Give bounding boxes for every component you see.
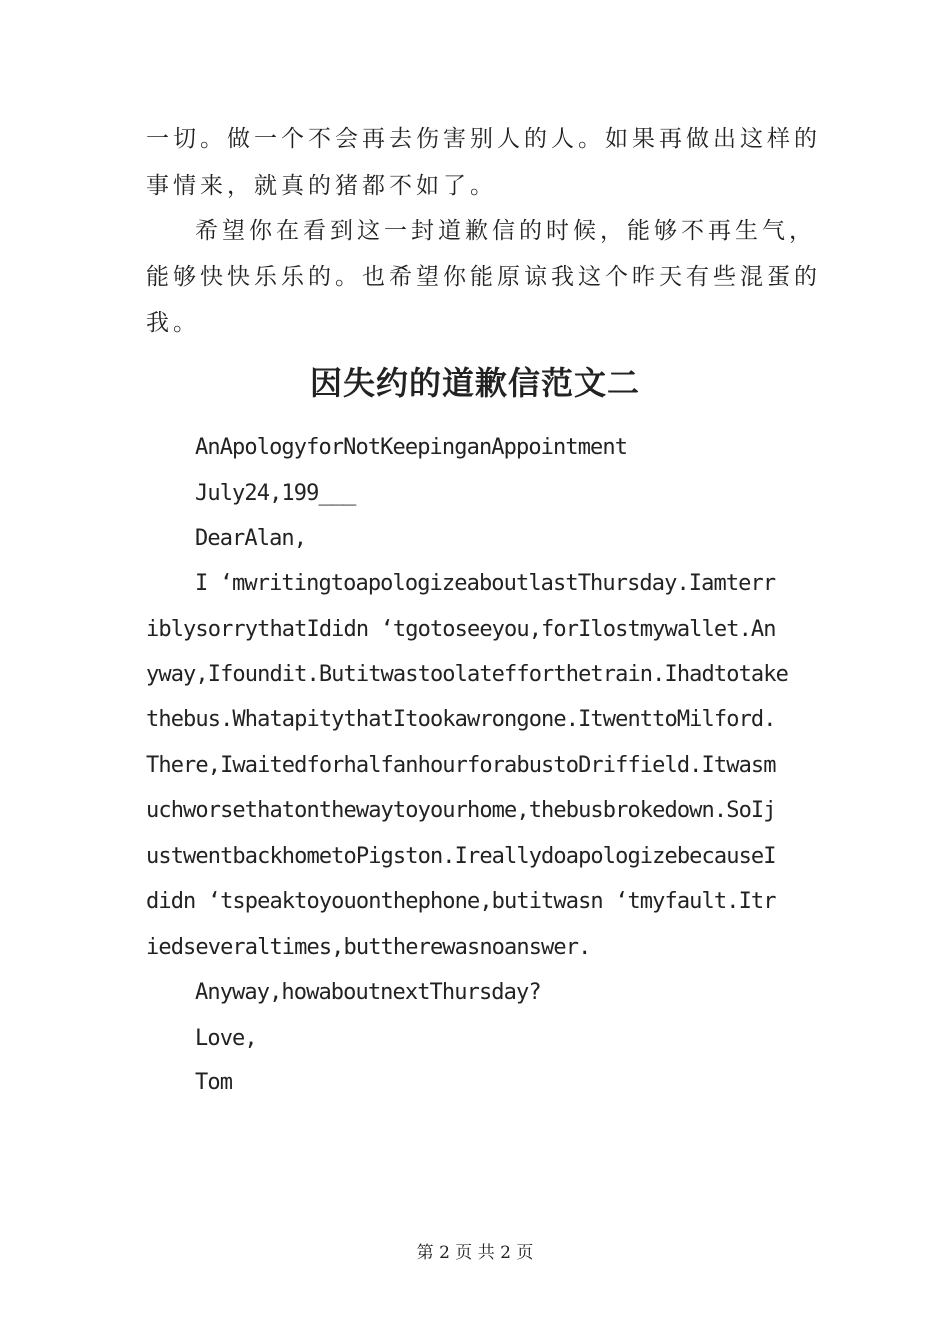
letter-date: July24,199___	[195, 481, 356, 506]
intro-line-5: 我。	[146, 310, 200, 336]
letter-heading: AnApologyforNotKeepinganAppointment	[195, 435, 628, 460]
letter-body-line-6: uchworsethatonthewaytoyourhome,thebusbrokedown.SoIj	[146, 798, 776, 823]
letter-body-line-5: There,IwaitedforhalfanhourforabustoDriffield.Itwasm	[146, 753, 776, 778]
intro-line-3: 希望你在看到这一封道歉信的时候，能够不再生气，	[195, 218, 816, 244]
letter-closing: Love,	[195, 1026, 257, 1051]
letter-body-line-2: iblysorrythatIdidn ‘tgotoseeyou,forIlostmywallet.An	[146, 617, 776, 642]
letter-signature: Tom	[195, 1070, 233, 1095]
letter-closing-question: Anyway,howaboutnextThursday?	[195, 980, 541, 1005]
section-title: 因失约的道歉信范文二	[309, 364, 640, 402]
intro-line-2: 事情来，就真的猪都不如了。	[146, 173, 497, 199]
intro-line-1: 一切。做一个不会再去伤害别人的人。如果再做出这样的	[146, 126, 821, 152]
letter-body-line-7: ustwentbackhometoPigston.IreallydoapologizebecauseI	[146, 844, 776, 869]
letter-body-line-8: didn ‘tspeaktoyouonthephone,butitwasn ‘tmyfault.Itr	[146, 889, 776, 914]
letter-body-line-4: thebus.WhatapitythatItookawrongone.ItwenttoMilford.	[146, 707, 776, 732]
letter-body-line-3: yway,Ifoundit.Butitwastoolatefforthetrain.Ihadtotake	[146, 662, 788, 687]
letter-body-line-1: I ‘mwritingtoapologizeaboutlastThursday.Iamterr	[195, 571, 776, 596]
letter-body-line-9: iedseveraltimes,buttherewasnoanswer.	[146, 935, 591, 960]
letter-salutation: DearAlan,	[195, 526, 307, 551]
intro-line-4: 能够快快乐乐的。也希望你能原谅我这个昨天有些混蛋的	[146, 264, 821, 290]
page-number-footer: 第 2 页 共 2 页	[416, 1243, 534, 1263]
